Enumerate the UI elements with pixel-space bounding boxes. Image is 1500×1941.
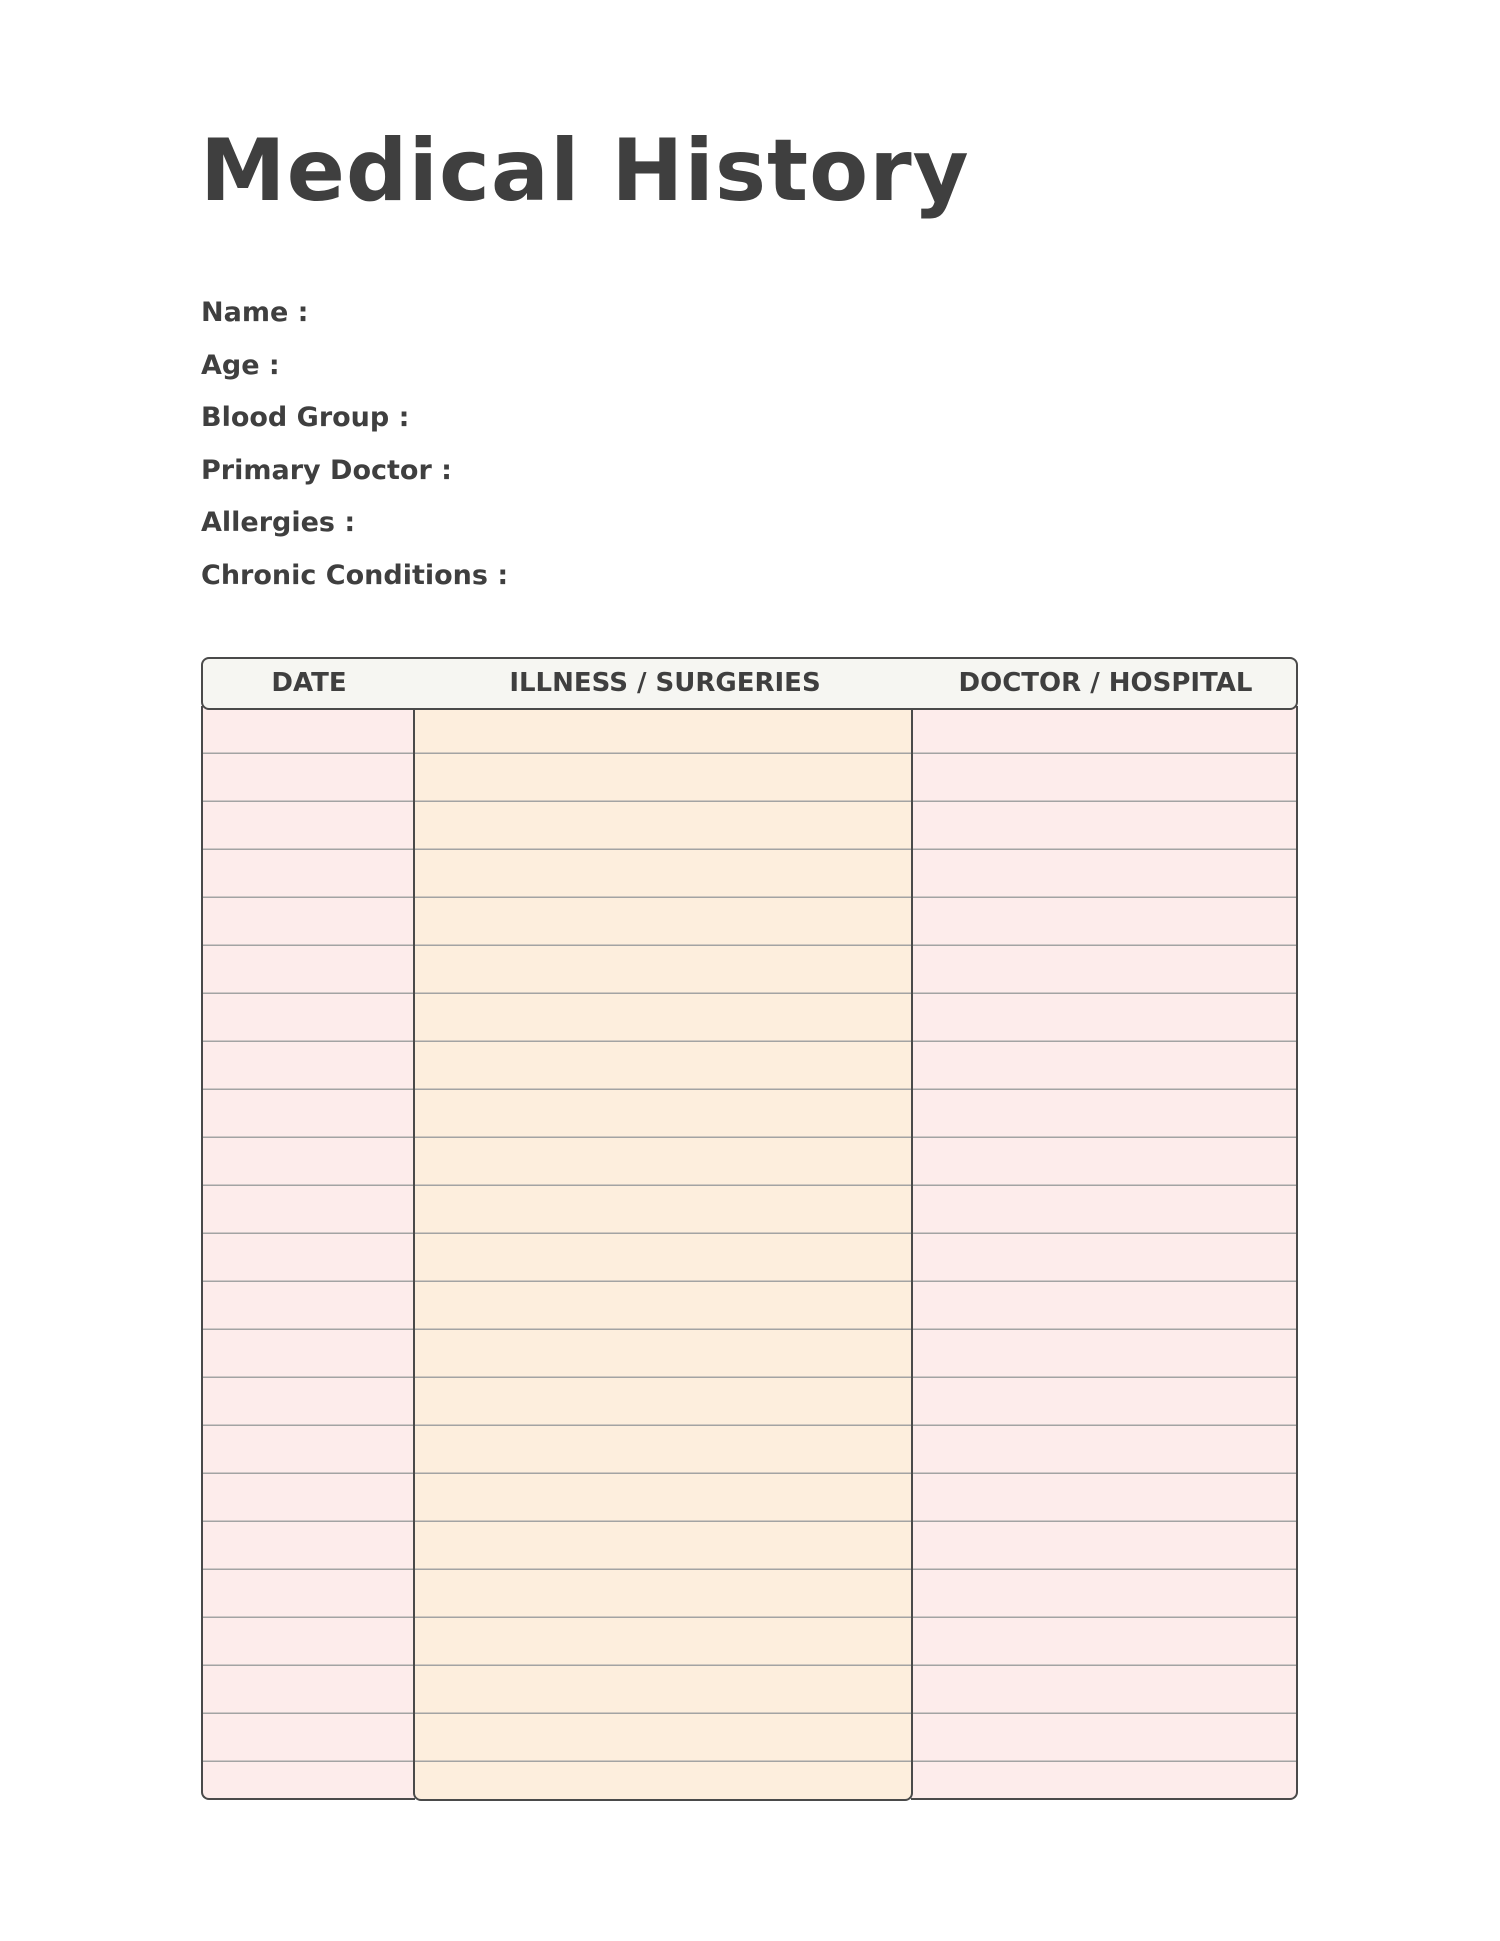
date-column <box>201 706 415 1800</box>
date-column-rows[interactable] <box>203 706 415 1798</box>
blood-group-field-label: Blood Group : <box>201 402 410 434</box>
primary-doctor-field-label: Primary Doctor : <box>201 454 452 486</box>
column-header-doctor-hospital: DOCTOR / HOSPITAL <box>958 668 1253 698</box>
table-header <box>201 657 1298 710</box>
age-field-label: Age : <box>201 349 280 381</box>
page-title: Medical History <box>200 121 970 221</box>
illness-surgeries-column <box>413 706 913 1801</box>
patient-info-fields <box>201 296 508 612</box>
illness-surgeries-column-rows[interactable] <box>415 706 911 1799</box>
doctor-hospital-column <box>911 706 1298 1800</box>
column-header-date: DATE <box>271 668 347 698</box>
chronic-conditions-field-label: Chronic Conditions : <box>201 559 509 591</box>
name-field-label: Name : <box>201 297 309 328</box>
doctor-hospital-column-rows[interactable] <box>911 706 1296 1798</box>
allergies-field-label: Allergies : <box>201 507 356 539</box>
medical-history-table <box>201 657 1298 1802</box>
column-header-illness-surgeries: ILLNESS / SURGERIES <box>509 668 821 698</box>
